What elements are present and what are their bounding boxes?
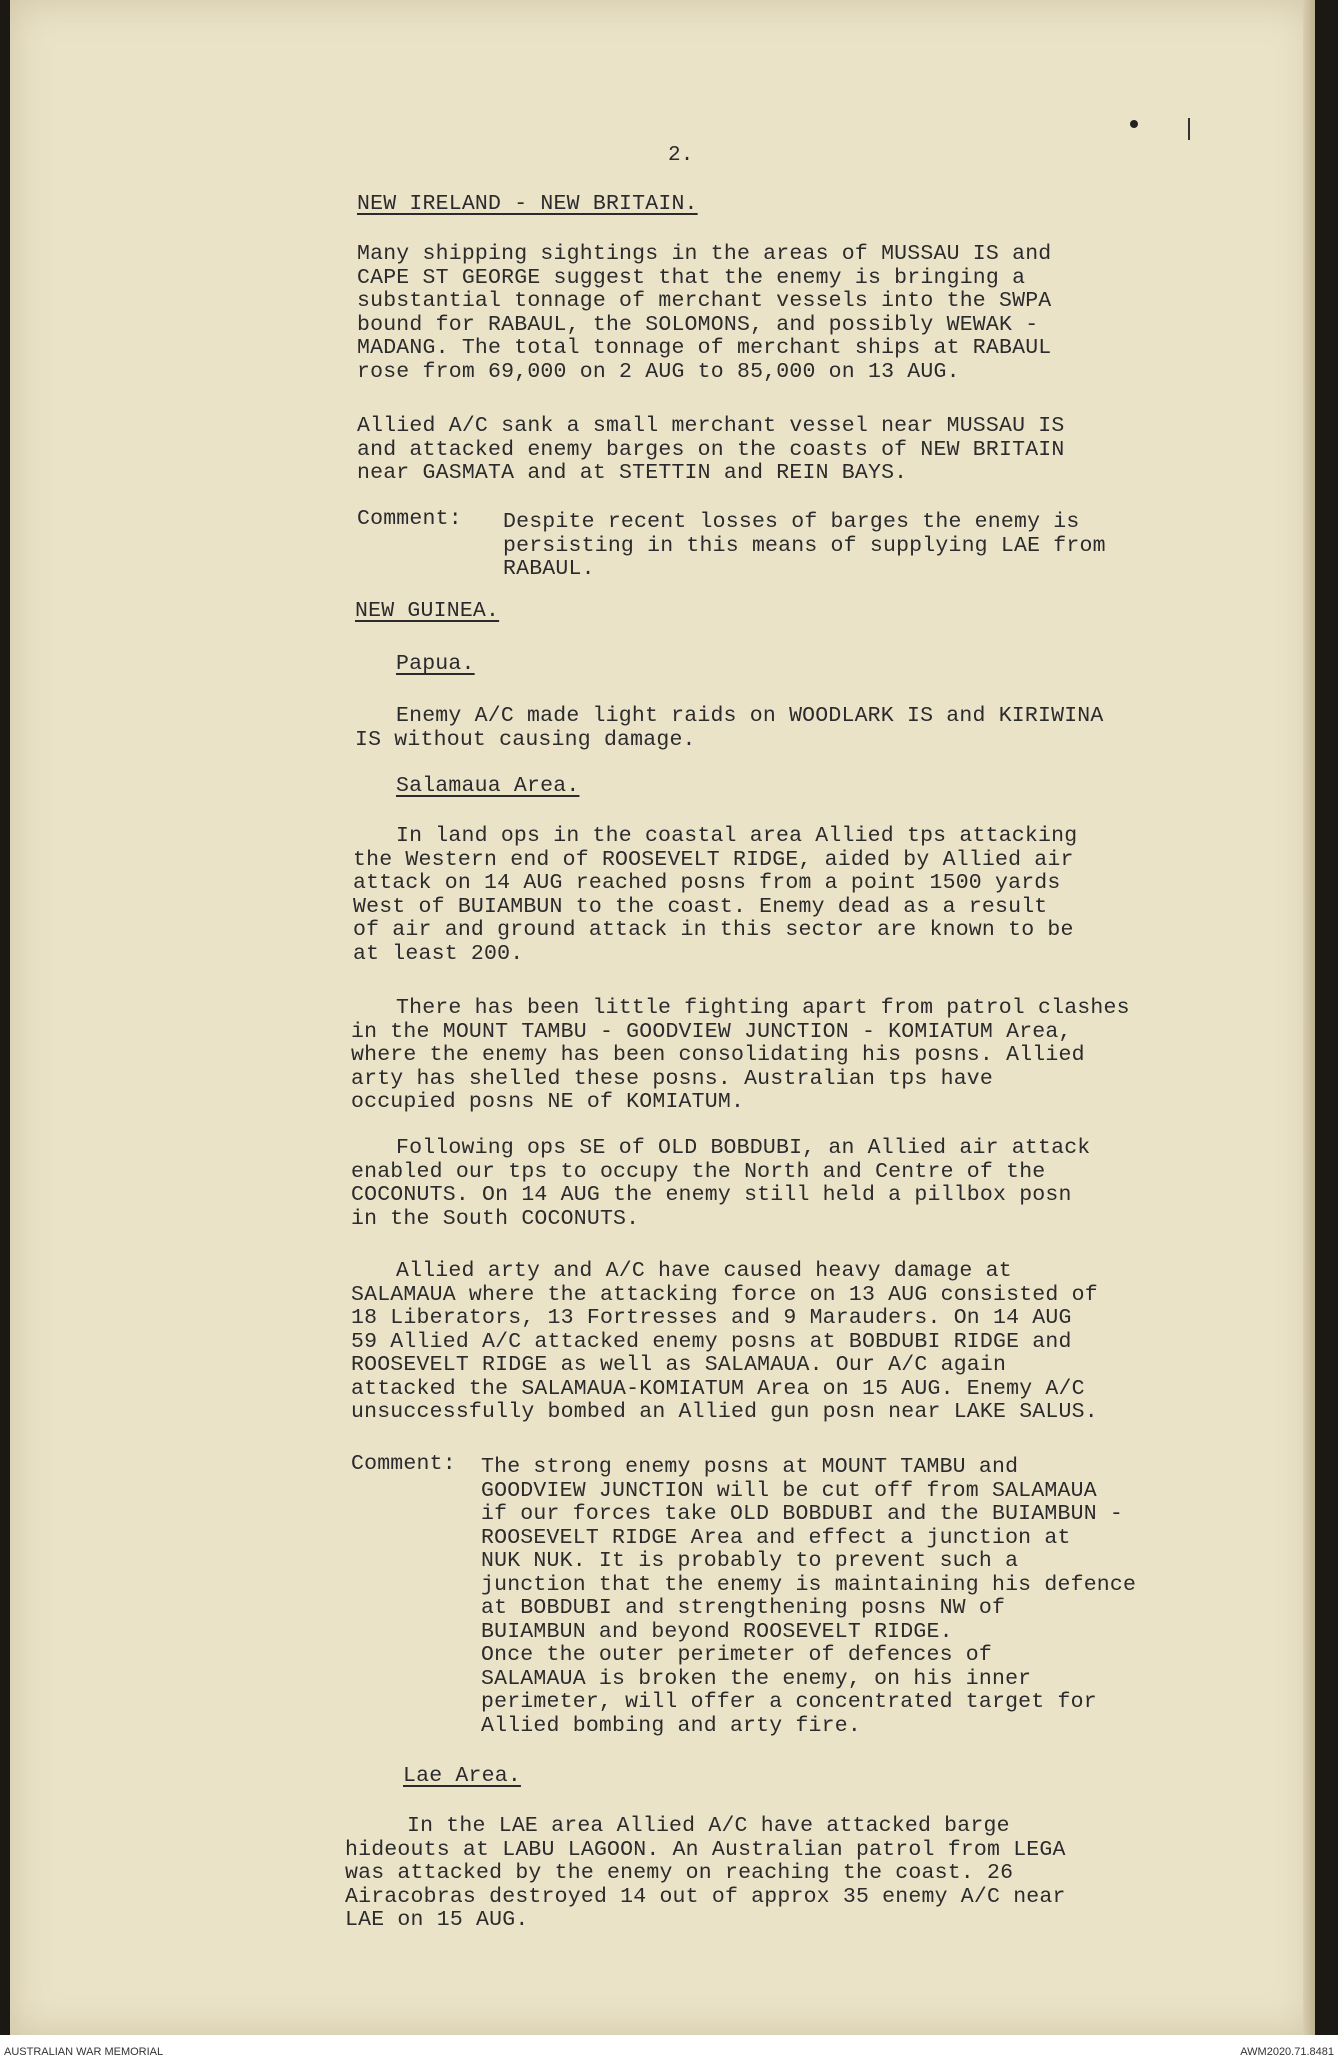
sal-comment-line: if our forces take OLD BOBDUBI and the BUIAMBUN - (481, 1502, 1124, 1526)
ni-comment-label: Comment: (357, 507, 462, 531)
sal-p3-line: Following ops SE of OLD BOBDUBI, an Allied air attack (396, 1136, 1091, 1160)
sal-p1-line: West of BUIAMBUN to the coast. Enemy dead as a result (353, 894, 1048, 919)
sal-comment-line: perimeter, will offer a concentrated target for (481, 1690, 1097, 1714)
lae-p-line: was attacked by the enemy on reaching the coast. 26 (345, 1861, 1014, 1885)
sal-comment-line: GOODVIEW JUNCTION will be cut off from SALAMAUA (481, 1478, 1097, 1503)
sal-p1-line: In land ops in the coastal area Allied tps attacking (396, 824, 1078, 848)
sal-comment-line: The strong enemy posns at MOUNT TAMBU and (481, 1455, 1019, 1479)
ni-p1-line: bound for RABAUL, the SOLOMONS, and possibly WEWAK - (357, 312, 1039, 337)
sal-comment-line: BUIAMBUN and beyond ROOSEVELT RIDGE. (481, 1619, 953, 1644)
ni-p2-line: Allied A/C sank a small merchant vessel near MUSSAU IS (357, 414, 1065, 438)
ni-p2-line: near GASMATA and at STETTIN and REIN BAYS. (357, 461, 908, 485)
sal-p1-line: the Western end of ROOSEVELT RIDGE, aided by Allied air (353, 847, 1074, 872)
sal-comment-line: junction that the enemy is maintaining his defence (481, 1572, 1137, 1597)
sal-p4-line: attacked the SALAMAUA-KOMIATUM Area on 15 AUG. Enemy A/C (351, 1376, 1085, 1401)
ni-p1-line: substantial tonnage of merchant vessels into the SWPA (357, 289, 1052, 313)
sal-comment-label: Comment: (351, 1452, 456, 1476)
ni-heading: NEW IRELAND - NEW BRITAIN. (357, 192, 698, 216)
sal-comment-line: ROOSEVELT RIDGE Area and effect a junction at (481, 1525, 1071, 1550)
sal-p3-line: enabled our tps to occupy the North and Centre of the (351, 1159, 1046, 1184)
lae-p-line: hideouts at LABU LAGOON. An Australian patrol from LEGA (345, 1837, 1066, 1862)
sal-p4-line: unsuccessfully bombed an Allied gun posn near LAKE SALUS. (351, 1400, 1098, 1424)
sal-p4-line: Allied arty and A/C have caused heavy damage at (396, 1259, 1012, 1283)
sal-heading: Salamaua Area. (396, 774, 580, 798)
papua-p-line: Enemy A/C made light raids on WOODLARK IS and KIRIWINA (396, 704, 1104, 728)
sal-p4-line: 18 Liberators, 13 Fortresses and 9 Marauders. On 14 AUG (351, 1306, 1072, 1330)
sal-comment-line: NUK NUK. It is probably to prevent such a (481, 1549, 1019, 1573)
page-number: 2. (668, 144, 694, 167)
page-edge (1303, 0, 1315, 2035)
ni-comment-line: persisting in this means of supplying LAE from (503, 533, 1106, 558)
sal-p3-line: COCONUTS. On 14 AUG the enemy still held a pillbox posn (351, 1183, 1072, 1207)
sal-p1-line: of air and ground attack in this sector are known to be (353, 918, 1074, 942)
sal-comment-line: at BOBDUBI and strengthening posns NW of (481, 1596, 1006, 1620)
ni-p1-line: CAPE ST GEORGE suggest that the enemy is bringing a (357, 265, 1026, 290)
sal-p4-line: SALAMAUA where the attacking force on 13 AUG consisted of (351, 1282, 1098, 1307)
footer-institution: AUSTRALIAN WAR MEMORIAL (4, 2046, 164, 2058)
footer-strip (0, 2035, 1338, 2061)
sal-p2-line: occupied posns NE of KOMIATUM. (351, 1090, 745, 1114)
sal-p4-line: 59 Allied A/C attacked enemy posns at BOBDUBI RIDGE and (351, 1329, 1072, 1354)
sal-comment-line: Allied bombing and arty fire. (481, 1713, 861, 1738)
ng-heading: NEW GUINEA. (355, 599, 500, 623)
sal-comment-line: Once the outer perimeter of defences of (481, 1643, 992, 1667)
sal-comment-line: SALAMAUA is broken the enemy, on his inner (481, 1666, 1032, 1691)
lae-p-line: LAE on 15 AUG. (345, 1908, 529, 1932)
ni-p1-line: rose from 69,000 on 2 AUG to 85,000 on 13 AUG. (357, 359, 960, 384)
sal-p2-line: where the enemy has been consolidating his posns. Allied (351, 1043, 1085, 1067)
sal-p4-line: ROOSEVELT RIDGE as well as SALAMAUA. Our A/C again (351, 1353, 1007, 1377)
sal-p2-line: in the MOUNT TAMBU - GOODVIEW JUNCTION - KOMIATUM Area, (351, 1019, 1072, 1044)
ni-p1-line: MADANG. The total tonnage of merchant ships at RABAUL (357, 336, 1052, 360)
papua-p-line: IS without causing damage. (355, 727, 696, 752)
sal-p2-line: There has been little fighting apart from patrol clashes (396, 996, 1130, 1020)
papua-heading: Papua. (396, 652, 475, 676)
ni-p2-line: and attacked enemy barges on the coasts of NEW BRITAIN (357, 437, 1065, 462)
sal-p3-line: in the South COCONUTS. (351, 1206, 640, 1231)
footer-catalogue-id: AWM2020.71.8481 (1240, 2046, 1334, 2058)
ni-p1-line: Many shipping sightings in the areas of MUSSAU IS and (357, 242, 1052, 266)
sal-p1-line: attack on 14 AUG reached posns from a point 1500 yards (353, 871, 1061, 895)
sal-p2-line: arty has shelled these posns. Australian tps have (351, 1066, 994, 1091)
ni-comment-line: Despite recent losses of barges the enemy is (503, 510, 1080, 534)
ink-mark (1188, 118, 1190, 140)
lae-heading: Lae Area. (403, 1764, 521, 1788)
lae-p-line: In the LAE area Allied A/C have attacked barge (407, 1814, 1010, 1838)
lae-p-line: Airacobras destroyed 14 out of approx 35 enemy A/C near (345, 1884, 1066, 1909)
ni-comment-line: RABAUL. (503, 557, 595, 581)
sal-p1-line: at least 200. (353, 941, 524, 966)
ink-mark (1130, 120, 1138, 128)
